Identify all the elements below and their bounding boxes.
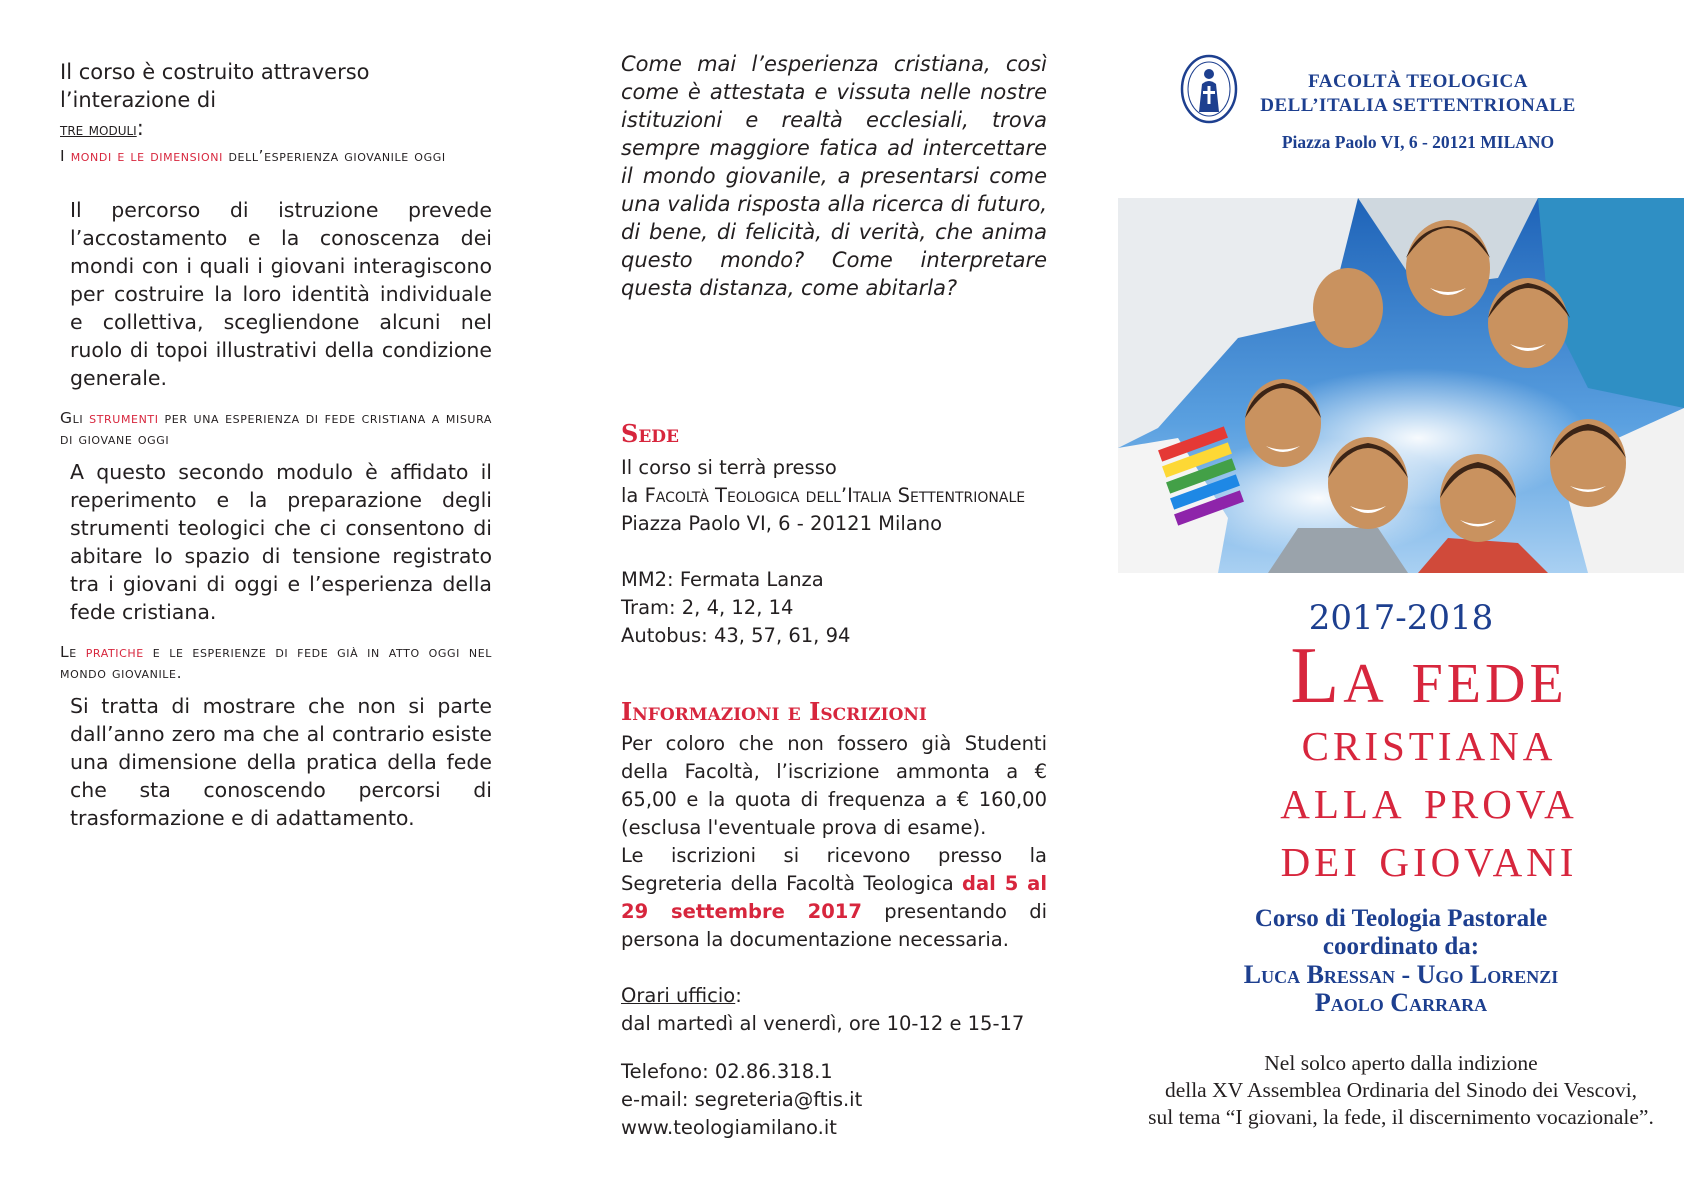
module-1-pre: I	[60, 147, 71, 165]
office-hours: dal martedì al venerdì, ore 10-12 e 15-17	[621, 1012, 1025, 1035]
faculty-seal-logo	[1180, 54, 1238, 124]
module-heading-3	[60, 642, 492, 684]
module-body-2: A questo secondo modulo è affidato il reperimento e la preparazione degli strumenti teologici che ci consentono di abitare lo spazio di tensione registrato tra i giovani di oggi e l’esperienza della fede cristiana.	[70, 460, 492, 624]
academic-years: 2017-2018	[1308, 598, 1494, 638]
sede-faculty: Facoltà Teologica dell’Italia Settentrionale	[644, 484, 1026, 507]
enrollment-dates: dal 5 al 29 settembre 2017	[621, 872, 1048, 923]
office-hours-block	[621, 982, 1047, 1038]
title-line-1: La fede	[1290, 632, 1568, 720]
middle-panel	[621, 0, 1047, 1191]
intro	[60, 58, 492, 144]
title-line-3: alla prova	[1280, 766, 1578, 831]
module-body-1: Il percorso di istruzione prevede l’accostamento e la conoscenza dei mondi con i quali i giovani interagiscono per costruire la loro identità individuale e collettiva, scegliendone alcuni nel ruolo di topoi illustrativi della condizione generale.	[70, 198, 492, 390]
module-2-pre: Gli	[60, 409, 90, 427]
synod-context	[1118, 1050, 1684, 1131]
title-line-2: cristiana	[1301, 708, 1557, 773]
module-heading-1	[60, 146, 492, 167]
sede-block	[621, 454, 1047, 650]
sede-line1: Il corso si terrà presso	[621, 456, 837, 479]
module-2-key: strumenti	[89, 409, 159, 427]
intro-text: Il corso è costruito attraverso l’interazione di	[60, 60, 370, 112]
module-heading-2	[60, 408, 492, 450]
phone: Telefono: 02.86.318.1	[621, 1060, 833, 1083]
info-p2	[621, 842, 1047, 954]
main-title	[1174, 632, 1684, 889]
module-3-pre: Le	[60, 643, 86, 661]
course-name: Corso di Teologia Pastorale	[1254, 905, 1548, 932]
intro-modules-link: tre moduli	[60, 120, 137, 140]
module-3-post: e le esperienze di fede già in atto oggi nel mondo giovanile.	[60, 643, 492, 682]
context-line1: Nel solco aperto dalla indizione	[1264, 1051, 1538, 1075]
contacts-block	[621, 1058, 1047, 1142]
course-info	[1118, 905, 1684, 1017]
info-p2-pre: Le iscrizioni si ricevono presso la Segreteria della Facoltà Teologica	[621, 844, 1047, 895]
sede-line2-pre: la	[621, 484, 645, 507]
module-1-post: dell’esperienza giovanile oggi	[222, 147, 446, 165]
office-hours-label: Orari ufficio	[621, 984, 736, 1007]
coordinators-line1: Luca Bressan - Ugo Lorenzi	[1243, 960, 1559, 989]
info-p2-post: presentando di persona la documentazione necessaria.	[621, 900, 1047, 951]
sede-metro: MM2: Fermata Lanza	[621, 568, 824, 591]
title-line-4: dei giovani	[1280, 824, 1578, 889]
opening-quote: Come mai l’esperienza cristiana, così come è attestata e vissuta nelle nostre istituzioni e realtà ecclesiali, trova sempre maggiore fatica ad intercettare il mondo giovanile, a presentarsi come una valida risposta alla ricerca di futuro, di bene, di felicità, di verità, che anima questo mondo? Come interpretare questa distanza, come abitarla?	[621, 52, 1047, 300]
module-1-key: mondi e le dimensioni	[70, 147, 223, 165]
sede-title: Sede	[621, 419, 679, 448]
cover-panel	[1118, 0, 1684, 1191]
faculty-address: Piazza Paolo VI, 6 - 20121 MILANO	[1281, 132, 1555, 152]
course-coordinated-by: coordinato da:	[1322, 933, 1480, 960]
sede-line2	[621, 482, 1047, 510]
office-hours-label-line	[621, 982, 1047, 1010]
module-body-3: Si tratta di mostrare che non si parte dall’anno zero ma che al contrario esiste una dimensione della pratica della fede che sta conoscendo percorsi di trasformazione e di adattamento.	[70, 694, 492, 830]
coordinators-line2: Paolo Carrara	[1314, 988, 1488, 1017]
info-title: Informazioni e Iscrizioni	[621, 697, 927, 726]
faculty-name-line2: DELL’ITALIA SETTENTRIONALE	[1260, 95, 1576, 116]
module-2-post: per una esperienza di fede cristiana a misura di giovane oggi	[60, 409, 492, 448]
office-hours-colon: :	[735, 984, 742, 1007]
context-line2: della XV Assemblea Ordinaria del Sinodo dei Vescovi,	[1164, 1078, 1638, 1102]
youth-group-photo-illustration	[1118, 198, 1684, 573]
info-p1: Per coloro che non fossero già Studenti della Facoltà, l’iscrizione ammonta a € 65,00 e la quota di frequenza a € 160,00 (esclusa l'eventuale prova di esame).	[621, 732, 1047, 839]
website: www.teologiamilano.it	[621, 1116, 837, 1139]
sede-line3: Piazza Paolo VI, 6 - 20121 Milano	[621, 512, 943, 535]
intro-colon: :	[136, 116, 144, 140]
sede-bus: Autobus: 43, 57, 61, 94	[621, 624, 851, 647]
left-panel	[60, 0, 492, 1191]
faculty-name	[1238, 70, 1598, 118]
context-line3: sul tema “I giovani, la fede, il discernimento vocazionale”.	[1148, 1105, 1654, 1129]
faculty-name-line1: FACOLTÀ TEOLOGICA	[1308, 71, 1528, 92]
module-3-key: pratiche	[85, 643, 144, 661]
email: e-mail: segreteria@ftis.it	[621, 1088, 863, 1111]
youth-group-photo	[1118, 198, 1684, 573]
sede-tram: Tram: 2, 4, 12, 14	[621, 596, 794, 619]
